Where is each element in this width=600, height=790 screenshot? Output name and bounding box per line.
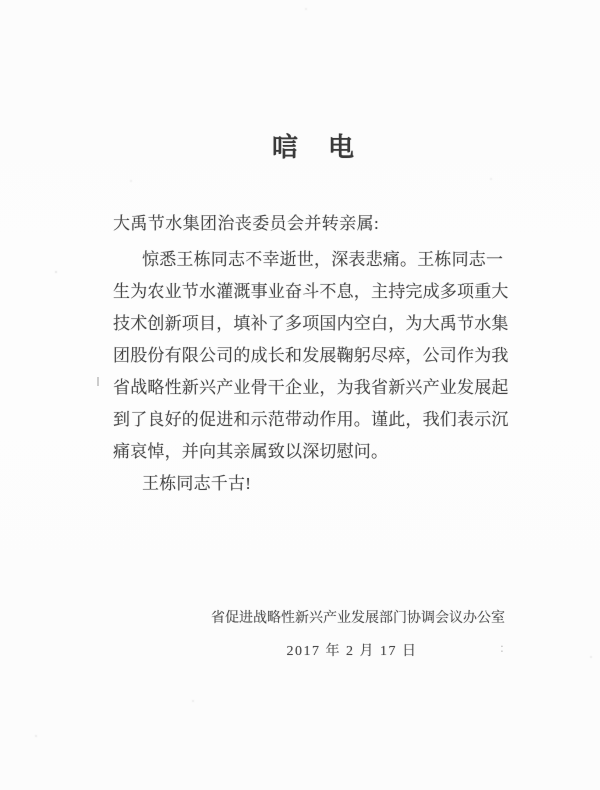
scan-artifact-colon: : (500, 641, 504, 656)
body-line: 到了良好的促进和示范带动作用。谨此，我们表示沉 (113, 410, 509, 429)
body-line: 团股份有限公司的成长和发展鞠躬尽瘁，公司作为我 (113, 346, 509, 365)
body-line: 生为农业节水灌溉事业奋斗不息，主持完成多项重大 (113, 282, 509, 301)
body-line: 痛哀悼，并向其亲属致以深切慰问。 (113, 442, 389, 461)
scan-artifact-tick (97, 377, 99, 386)
body-line: 技术创新项目，填补了多项国内空白，为大禹节水集 (113, 314, 509, 333)
signature-block (211, 607, 505, 660)
letter-body (113, 244, 509, 500)
signature-date: 2017 年 2 月 17 日 (286, 644, 418, 659)
signature-office: 省促进战略性新兴产业发展部门协调会议办公室 (211, 611, 505, 626)
document-title: 唁 电 (271, 133, 356, 162)
body-line: 惊悉王栋同志不幸逝世，深表悲痛。王栋同志一 (142, 250, 504, 269)
tribute-line: 王栋同志千古! (142, 474, 252, 493)
salutation-line: 大禹节水集团治丧委员会并转亲属: (113, 214, 380, 233)
body-line: 省战略性新兴产业骨干企业，为我省新兴产业发展起 (113, 378, 509, 397)
